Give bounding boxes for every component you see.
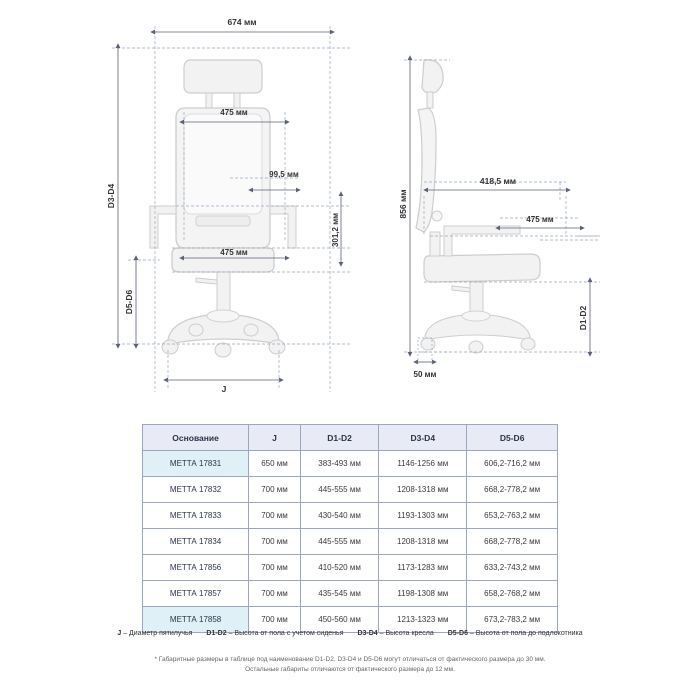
table-header-row: [143, 425, 558, 451]
dim-475-side-label: 475 мм: [526, 215, 554, 224]
table-row: [143, 581, 558, 607]
cell-j: 700 мм: [249, 581, 301, 607]
legend-code-d3d4: D3-D4: [357, 630, 378, 637]
footnote: [0, 655, 700, 675]
legend-code-j: J: [117, 630, 122, 637]
table-row: [143, 607, 558, 633]
dim-j-label: J: [221, 384, 227, 394]
cell-d3d4: 1208-1318 мм: [379, 477, 467, 503]
col-header-base: Основание: [143, 425, 249, 451]
cell-d3d4: 1213-1323 мм: [379, 607, 467, 633]
cell-d5d6: 633,2-743,2 мм: [467, 555, 558, 581]
footnote-line-1: * Габаритные размеры в таблице под наименование D1-D2, D3-D4 и D5-D6 могут отличаться от фактического размера до 30 мм.: [154, 656, 546, 663]
legend-text-d1d2: – Высота от пола с учетом сиденья: [228, 630, 344, 637]
cell-d3d4: 1173-1283 мм: [379, 555, 467, 581]
cell-d5d6: 668,2-778,2 мм: [467, 477, 558, 503]
cell-d3d4: 1146-1256 мм: [379, 451, 467, 477]
table-row: [143, 555, 558, 581]
legend-item-d1d2: [206, 630, 343, 637]
cell-d1d2: 445-555 мм: [300, 529, 378, 555]
cell-base: МЕТТА 17858: [143, 607, 249, 633]
legend-text-d5d6: – Высота от пола до подлокотника: [469, 630, 583, 637]
cell-d5d6: 606,2-716,2 мм: [467, 451, 558, 477]
col-header-d5d6: D5-D6: [467, 425, 558, 451]
col-header-j: J: [249, 425, 301, 451]
table-row: [143, 503, 558, 529]
dim-856-label: 856 мм: [398, 189, 408, 219]
cell-base: МЕТТА 17832: [143, 477, 249, 503]
col-header-d1d2: D1-D2: [300, 425, 378, 451]
cell-j: 700 мм: [249, 555, 301, 581]
legend-item-d5d6: [448, 630, 583, 637]
cell-base: МЕТТА 17857: [143, 581, 249, 607]
dim-99-5-label: 99,5 мм: [269, 170, 299, 179]
dim-475-back-label: 475 мм: [220, 108, 248, 117]
cell-base: МЕТТА 17831: [143, 451, 249, 477]
table-row: [143, 477, 558, 503]
cell-j: 650 мм: [249, 451, 301, 477]
cell-d5d6: 673,2-783,2 мм: [467, 607, 558, 633]
cell-d1d2: 435-545 мм: [300, 581, 378, 607]
dim-418-5-label: 418,5 мм: [479, 176, 517, 186]
table-row: [143, 529, 558, 555]
cell-j: 700 мм: [249, 477, 301, 503]
dim-d5d6-label: D5-D6: [124, 289, 134, 315]
dim-50-label: 50 мм: [413, 370, 437, 379]
legend-item-d3d4: [357, 630, 433, 637]
cell-d1d2: 450-560 мм: [300, 607, 378, 633]
side-view-chair: [416, 60, 540, 353]
cell-base: МЕТТА 17856: [143, 555, 249, 581]
cell-d1d2: 410-520 мм: [300, 555, 378, 581]
footnote-line-2: Остальные габариты отличаются от фактического размера до 12 мм.: [245, 666, 455, 674]
dim-d3d4-label: D3-D4: [106, 183, 116, 209]
cell-d5d6: 668,2-778,2 мм: [467, 529, 558, 555]
specifications-table-wrapper: [142, 424, 558, 633]
legend: [0, 630, 700, 637]
table-row: [143, 451, 558, 477]
col-header-d3d4: D3-D4: [379, 425, 467, 451]
front-view-chair: [150, 60, 296, 357]
cell-d5d6: 658,2-768,2 мм: [467, 581, 558, 607]
legend-text-d3d4: – Высота кресла: [379, 630, 434, 637]
table-body: [143, 451, 558, 633]
legend-item-j: [117, 630, 192, 637]
legend-text-j: – Диаметр пятилучья: [123, 630, 193, 637]
dim-301-2-label: 301,2 мм: [331, 212, 340, 248]
dim-674-label: 674 мм: [227, 17, 257, 27]
cell-j: 700 мм: [249, 607, 301, 633]
cell-d5d6: 653,2-763,2 мм: [467, 503, 558, 529]
cell-j: 700 мм: [249, 503, 301, 529]
cell-j: 700 мм: [249, 529, 301, 555]
cell-base: МЕТТА 17833: [143, 503, 249, 529]
legend-code-d1d2: D1-D2: [206, 630, 227, 637]
cell-base: МЕТТА 17834: [143, 529, 249, 555]
cell-d3d4: 1198-1308 мм: [379, 581, 467, 607]
cell-d1d2: 383-493 мм: [300, 451, 378, 477]
dim-475-seat-label: 475 мм: [220, 248, 248, 257]
cell-d1d2: 430-540 мм: [300, 503, 378, 529]
cell-d1d2: 445-555 мм: [300, 477, 378, 503]
dim-d1d2-label: D1-D2: [578, 305, 588, 331]
specifications-table: [142, 424, 558, 633]
cell-d3d4: 1193-1303 мм: [379, 503, 467, 529]
cell-d3d4: 1208-1318 мм: [379, 529, 467, 555]
legend-code-d5d6: D5-D6: [447, 630, 468, 637]
